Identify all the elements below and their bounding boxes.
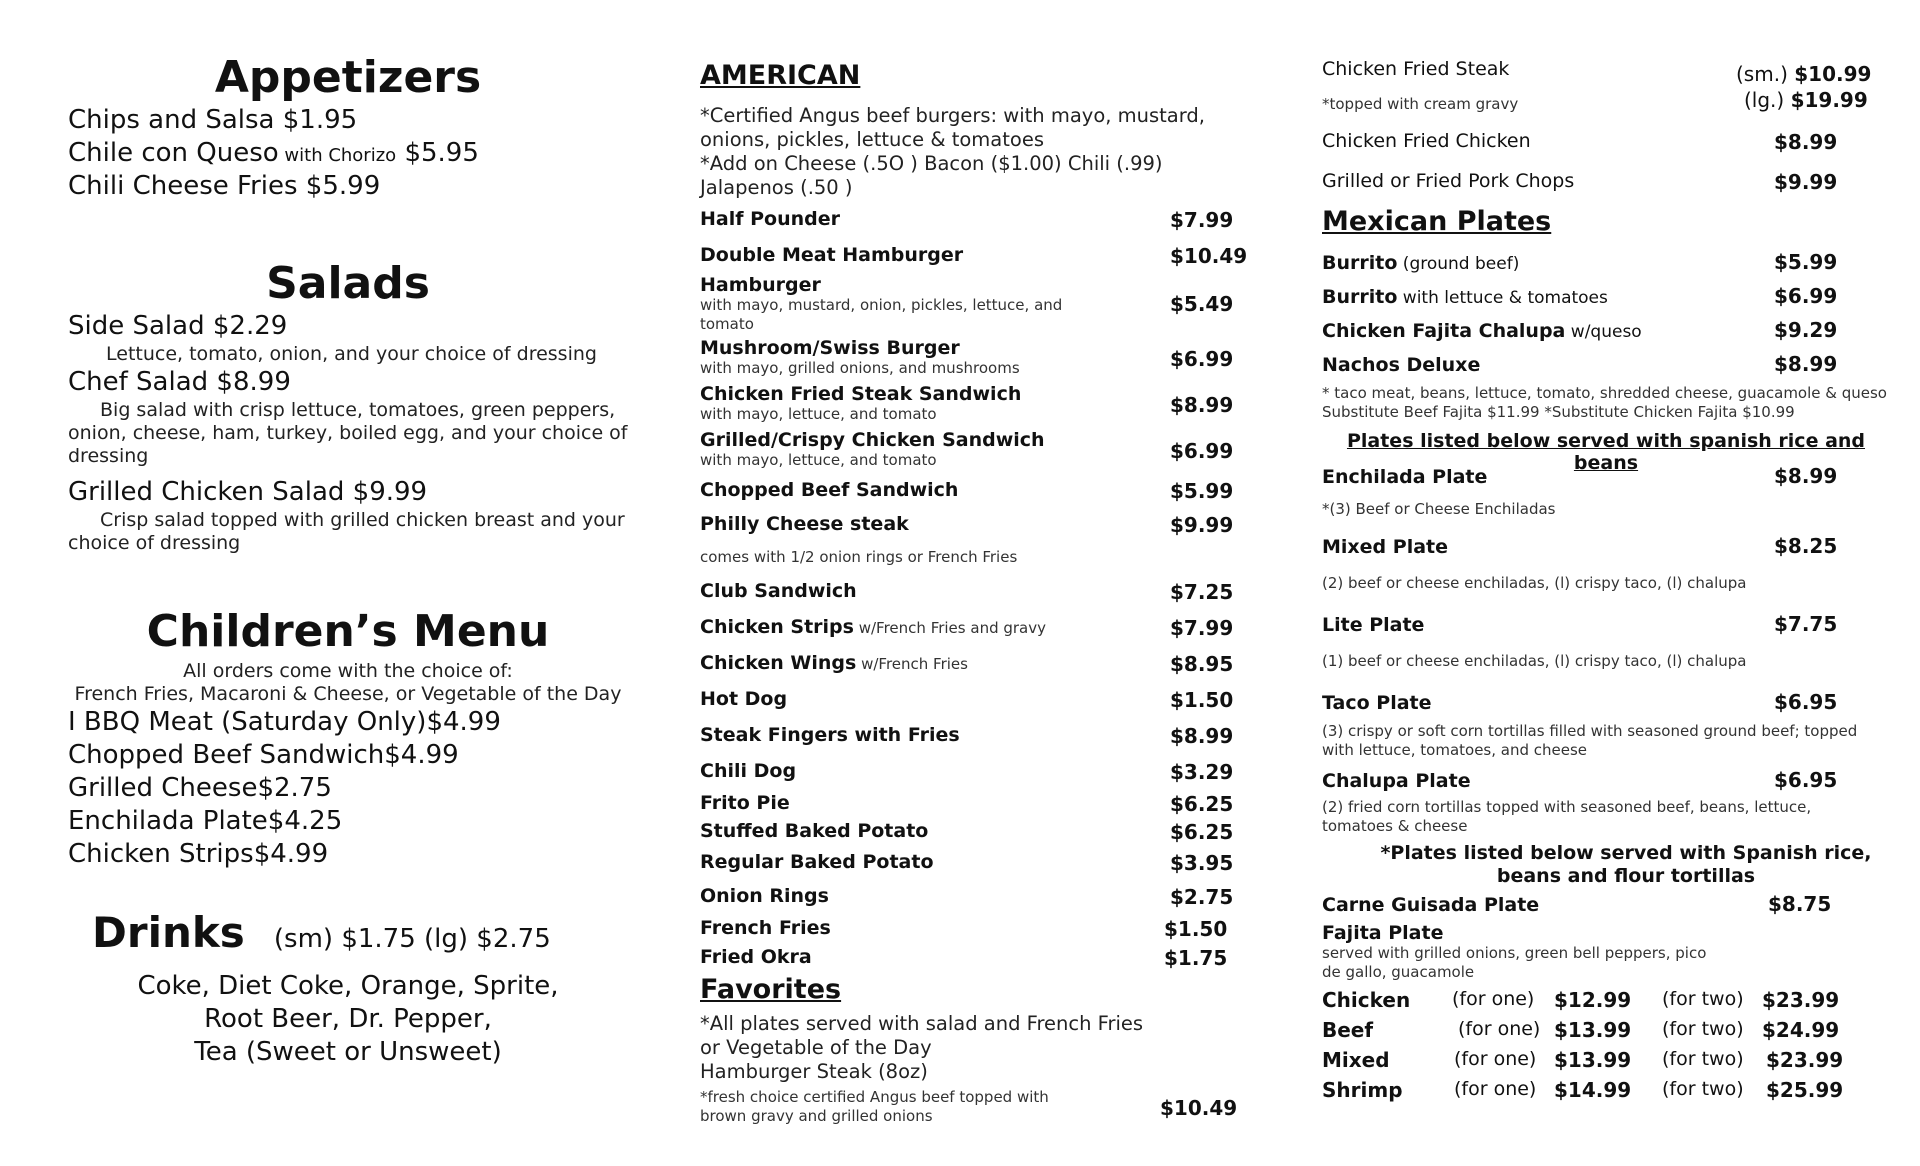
menu-item [68,476,628,509]
item-name: Chicken Strips [68,839,254,869]
menu-item [1322,352,1890,376]
item-price: $8.99 [1170,393,1234,417]
salads-title: Salads [266,258,430,309]
item-price: $7.99 [1170,208,1234,232]
item-price: $1.75 [1164,946,1228,970]
american-intro-line: *Certified Angus beef burgers: with mayo, mustard, onions, pickles, lettuce & tomatoes [700,104,1206,151]
menu-item [700,580,1260,602]
item-price: $8.99 [1170,724,1234,748]
menu-item [700,513,1260,535]
item-extra: w/queso [1565,322,1642,342]
item-price: $4.99 [384,740,459,770]
item-price: $6.99 [1170,347,1234,371]
item-name: Chili Dog [700,760,797,782]
item-name: Chalupa Plate [1322,770,1471,792]
item-price: $4.99 [426,707,501,737]
menu-item [1322,892,1890,916]
item-price: $9.99 [1170,513,1234,537]
plate-note: *(3) Beef or Cheese Enchiladas [1322,500,1556,518]
item-name: Half Pounder [700,208,841,230]
item-name: Enchilada Plate [68,806,268,836]
for-two-price: $25.99 [1766,1078,1844,1102]
favorites-title: Favorites [700,974,842,1005]
favorites-note: *fresh choice certified Angus beef topped with brown gravy and grilled onions [700,1088,1049,1125]
item-name: Lite Plate [1322,614,1425,636]
item-price: $1.50 [1164,917,1228,941]
menu-item [700,760,1260,782]
menu-item [68,366,628,399]
menu-item [700,274,1260,334]
menu-item [700,792,1260,814]
item-name: Chicken Strips [700,616,854,638]
drinks-line: Tea (Sweet or Unsweet) [194,1037,502,1067]
chicken-fried-steak-name: Chicken Fried Steak [1322,58,1510,80]
item-name: I BBQ Meat (Saturday Only) [68,707,427,737]
item-price: $4.99 [253,839,329,869]
menu-item [700,851,1260,873]
menu-item [700,885,1260,907]
item-name: Chicken Fried Steak Sandwich [700,383,1022,405]
plate-note: (2) fried corn tortillas topped with seasoned beef, beans, lettuce, tomatoes & cheese [1322,798,1812,835]
mexican-plates-title: Mexican Plates [1322,206,1552,237]
menu-item [700,479,1260,501]
item-name: Chopped Beef Sandwich [68,740,385,770]
item-price: $3.29 [1170,760,1234,784]
menu-item [1322,284,1890,308]
item-description: with mayo, mustard, onion, pickles, lettuce, and tomato [700,296,1063,333]
item-name: Philly Cheese steak [700,513,909,535]
item-description: with mayo, lettuce, and tomato [700,451,937,469]
menu-item [68,104,628,137]
fajita-row [1322,1048,1890,1078]
item-price: $6.25 [1170,792,1234,816]
item-name: Chile con Queso [68,138,279,168]
menu-item [68,706,628,739]
item-price: $5.99 [1774,250,1838,274]
for-two-label: (for two) [1662,988,1744,1010]
menu-item [700,337,1260,378]
item-name: Nachos Deluxe [1322,354,1481,376]
item-price: $4.25 [267,806,343,836]
menu-item [700,917,1260,939]
tortilla-header: *Plates listed below served with Spanish rice, beans and flour tortillas [1380,842,1872,887]
menu-item [68,772,628,805]
menu-item [700,429,1260,470]
item-name: Burrito [1322,286,1398,308]
item-price: $7.25 [1170,580,1234,604]
item-price: $2.29 [212,311,288,341]
item-name: Onion Rings [700,885,829,907]
item-name: Stuffed Baked Potato [700,820,929,842]
chicken-fried-steak-large [1744,88,1904,112]
menu-item [1322,130,1890,152]
item-name: Chopped Beef Sandwich [700,479,959,501]
menu-item [1322,534,1890,558]
fajita-row [1322,1078,1890,1108]
menu-item [700,616,1260,638]
appetizers-list [68,104,628,203]
item-name: Taco Plate [1322,692,1432,714]
fajita-price-table [1322,988,1890,1108]
item-name: Enchilada Plate [1322,466,1488,488]
appetizers-title: Appetizers [214,52,482,103]
item-name: Fried Okra [700,946,812,968]
item-name: Chef Salad [68,367,209,397]
item-description: with mayo, lettuce, and tomato [700,405,937,423]
item-price: $3.95 [1170,851,1234,875]
item-name: Frito Pie [700,792,790,814]
item-extra: (ground beef) [1397,254,1520,274]
drinks-line: Root Beer, Dr. Pepper, [204,1004,492,1034]
size-label: (lg.) [1744,88,1785,112]
item-extra: w/French Fries [856,655,968,673]
menu-item [68,137,628,170]
drinks-list [68,970,628,1069]
item-name: Mushroom/Swiss Burger [700,337,960,359]
menu-item [1322,464,1890,488]
childrens-list [68,706,628,871]
menu-item [68,739,628,772]
item-price: $8.25 [1774,534,1838,558]
childrens-note-line: All orders come with the choice of: [183,660,513,682]
item-name: Grilled or Fried Pork Chops [1322,170,1575,192]
item-price: $8.75 [1768,892,1832,916]
item-name: Club Sandwich [700,580,857,602]
fajita-meat: Shrimp [1322,1078,1403,1102]
for-two-label: (for two) [1662,1078,1744,1100]
item-name: Hamburger [700,274,821,296]
item-description: Lettuce, tomato, onion, and your choice of dressing [106,343,597,365]
drinks-title: Drinks [92,908,245,957]
item-name: Chili Cheese Fries [68,171,298,201]
salads-list [68,310,628,555]
item-name: Steak Fingers with Fries [700,724,960,746]
menu-item [700,652,1260,674]
item-name: Chicken Fajita Chalupa [1322,320,1566,342]
menu-item [68,170,628,203]
item-price: $5.99 [1170,479,1234,503]
item-price: $8.99 [1774,130,1838,154]
item-price: $1.50 [1170,688,1234,712]
menu-item [700,946,1260,968]
item-price: $5.95 [404,138,479,168]
for-two-price: $23.99 [1766,1048,1844,1072]
item-name: Carne Guisada Plate [1322,894,1540,916]
menu-item [700,383,1260,424]
menu-item [1322,690,1890,714]
childrens-menu-note [68,660,628,706]
item-price: $6.95 [1774,690,1838,714]
item-price: $10.49 [1170,244,1248,268]
menu-item [700,724,1260,746]
fajita-meat: Chicken [1322,988,1411,1012]
size-price: $10.99 [1794,62,1872,86]
for-two-price: $24.99 [1762,1018,1840,1042]
item-name: Chips and Salsa [68,105,275,135]
for-two-price: $23.99 [1762,988,1840,1012]
favorites-item-name: Hamburger Steak (8oz) [700,1060,928,1083]
for-one-label: (for one) [1452,988,1535,1010]
menu-item [1322,612,1890,636]
item-name: Mixed Plate [1322,536,1449,558]
plate-note: (2) beef or cheese enchiladas, (l) crispy taco, (l) chalupa [1322,574,1747,592]
nachos-note: * taco meat, beans, lettuce, tomato, shredded cheese, guacamole & queso Substitute Beef Fajita $11.99 *Substitute Chicken Fajita $10.99 [1322,384,1887,421]
item-price: $5.99 [305,171,381,201]
menu-item [1322,768,1890,792]
item-name: Chicken Fried Chicken [1322,130,1531,152]
childrens-menu-title: Children’s Menu [146,606,550,657]
size-label: (sm.) [1736,62,1788,86]
item-price: $9.99 [352,477,428,507]
drinks-sizes: (sm) $1.75 (lg) $2.75 [273,924,551,954]
american-title: AMERICAN [700,60,861,91]
item-description: Crisp salad topped with grilled chicken breast and your choice of dressing [68,509,625,554]
menu-item [1322,250,1890,274]
item-price: $2.75 [257,773,332,803]
item-price: $6.99 [1774,284,1838,308]
for-two-label: (for two) [1662,1048,1744,1070]
item-price: $1.95 [282,105,358,135]
menu-item [700,244,1260,266]
favorites-price: $10.49 [1160,1096,1238,1120]
fajita-meat: Beef [1322,1018,1374,1042]
philly-note: comes with 1/2 onion rings or French Fries [700,548,1018,566]
item-name: Side Salad [68,311,205,341]
item-price: $6.25 [1170,820,1234,844]
menu-item [700,820,1260,842]
for-two-label: (for two) [1662,1018,1744,1040]
childrens-note-line: French Fries, Macaroni & Cheese, or Vegetable of the Day [74,683,622,705]
rice-beans-header: Plates listed below served with spanish rice and beans [1346,430,1866,474]
fajita-plate-name: Fajita Plate [1322,922,1444,944]
item-name: French Fries [700,917,831,939]
item-price: $8.99 [1774,352,1838,376]
fajita-row [1322,988,1890,1018]
for-one-price: $14.99 [1554,1078,1632,1102]
american-intro [700,104,1260,200]
item-price: $6.99 [1170,439,1234,463]
for-one-label: (for one) [1454,1078,1537,1100]
plate-note: (1) beef or cheese enchiladas, (l) crispy taco, (l) chalupa [1322,652,1747,670]
drinks-line: Coke, Diet Coke, Orange, Sprite, [137,971,559,1001]
menu-item [68,310,628,343]
item-price: $2.75 [1170,885,1234,909]
item-price: $6.95 [1774,768,1838,792]
item-extra: with Chorizo [278,145,397,166]
item-price: $8.99 [216,367,291,397]
item-name: Grilled/Crispy Chicken Sandwich [700,429,1045,451]
item-name: Double Meat Hamburger [700,244,964,266]
item-price: $7.75 [1774,612,1838,636]
item-extra: w/French Fries and gravy [853,619,1046,637]
item-price: $8.95 [1170,652,1234,676]
fajita-row [1322,1018,1890,1048]
size-price: $19.99 [1790,88,1868,112]
item-description: with mayo, grilled onions, and mushrooms [700,359,1020,377]
american-intro-line: *Add on Cheese (.5O ) Bacon ($1.00) Chili (.99) Jalapenos (.50 ) [700,152,1163,199]
menu-item [68,838,628,871]
item-extra: with lettuce & tomatoes [1397,288,1608,308]
menu-item [1322,170,1890,192]
item-description: Big salad with crisp lettuce, tomatoes, green peppers, onion, cheese, ham, turkey, boiled egg, and your choice of dressing [68,399,628,467]
item-name: Hot Dog [700,688,788,710]
item-price: $9.99 [1774,170,1838,194]
item-name: Grilled Chicken Salad [68,477,345,507]
fajita-meat: Mixed [1322,1048,1390,1072]
menu-item [700,688,1260,710]
favorites-intro: *All plates served with salad and French Fries or Vegetable of the Day [700,1012,1144,1059]
for-one-price: $13.99 [1554,1018,1632,1042]
for-one-label: (for one) [1454,1048,1537,1070]
menu-item [68,805,628,838]
chicken-fried-steak-note: *topped with cream gravy [1322,95,1519,113]
item-price: $8.99 [1774,464,1838,488]
for-one-price: $13.99 [1554,1048,1632,1072]
item-price: $9.29 [1774,318,1838,342]
item-price: $5.49 [1170,292,1234,316]
fajita-plate-note: served with grilled onions, green bell peppers, pico de gallo, guacamole [1322,944,1707,981]
item-name: Burrito [1322,252,1398,274]
menu-item [700,208,1260,230]
item-name: Chicken Wings [700,652,857,674]
item-name: Grilled Cheese [68,773,258,803]
chicken-fried-steak-small [1736,62,1896,86]
plate-note: (3) crispy or soft corn tortillas filled with seasoned ground beef; topped with lettuce, tomatoes, and cheese [1322,722,1858,759]
menu-item [1322,318,1890,342]
item-name: Regular Baked Potato [700,851,934,873]
for-one-label: (for one) [1458,1018,1541,1040]
item-price: $7.99 [1170,616,1234,640]
for-one-price: $12.99 [1554,988,1632,1012]
drinks-header [92,908,632,957]
